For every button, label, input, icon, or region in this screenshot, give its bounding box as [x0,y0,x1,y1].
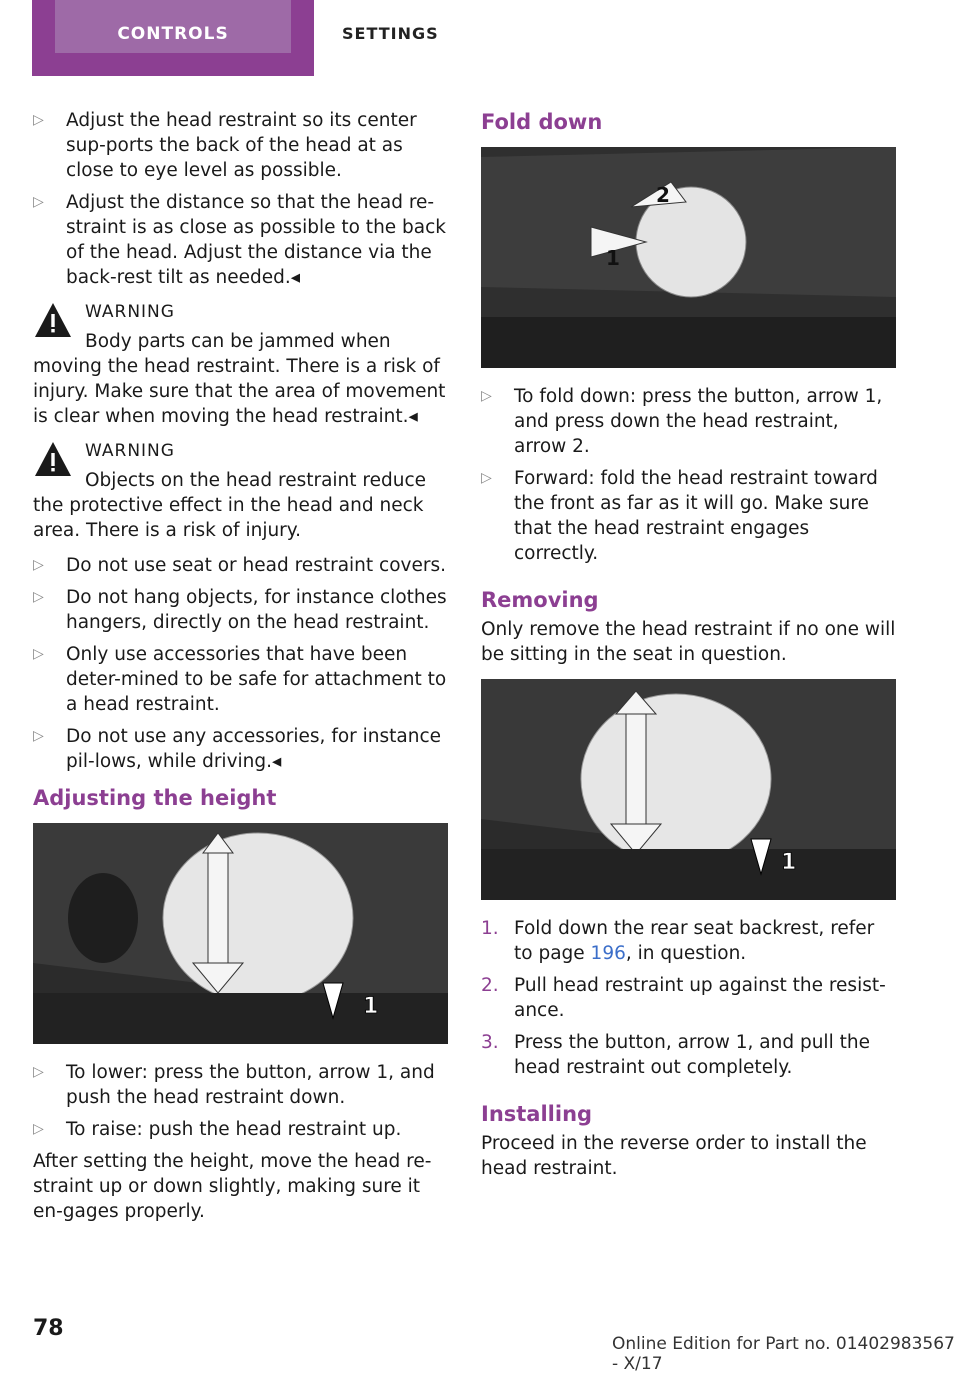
left-column [33,108,448,1234]
warning-block [33,439,448,543]
paragraph: After setting the height, move the head re-straint up or down slightly, making sure it en-gages properly. [33,1151,432,1222]
list-item: ▷ To lower: press the button, arrow 1, and push the head restraint down. [33,1062,435,1108]
list-item: ▷ Do not hang objects, for instance clothes hangers, directly on the head restraint. [33,587,447,633]
list-item: ▷ Only use accessories that have been deter-mined to be safe for attachment to a head restraint. [33,644,447,715]
tab-settings[interactable]: SETTINGS [342,24,439,43]
triangle-bullet-icon: ▷ [33,728,44,744]
list-item: ▷ To fold down: press the button, arrow 1, and press down the head restraint, arrow 2. [481,386,883,457]
tab-controls[interactable]: CONTROLS [55,0,291,53]
triangle-bullet-icon: ▷ [33,557,44,573]
heading-installing: Installing [481,1102,593,1126]
arrow-label-2: 2 [656,183,670,207]
warning-block [33,300,448,429]
triangle-bullet-icon: ▷ [481,470,492,486]
page-link[interactable]: 196 [590,943,626,964]
list-item: 1. Fold down the rear seat backrest, refer to page 196, in question. [481,918,875,964]
paragraph: Only remove the head restraint if no one will be sitting in the seat in question. [481,619,896,665]
triangle-bullet-icon: ▷ [33,1121,44,1137]
page-number: 78 [33,1316,64,1341]
paragraph: Proceed in the reverse order to install the head restraint. [481,1133,867,1179]
arrow-label-1: 1 [363,994,379,1019]
list-item: ▷ Adjust the head restraint so its center sup-ports the back of the head at as close to eye level as possible. [33,110,417,181]
numbered-steps [481,916,896,1080]
bullet-list-1 [33,108,448,290]
bullet-list-3 [33,1060,448,1142]
triangle-bullet-icon: ▷ [481,388,492,404]
triangle-bullet-icon: ▷ [33,1064,44,1080]
bullet-list-2 [33,553,448,774]
figure-removing [481,679,896,900]
warning-title: WARNING [85,441,175,461]
edition-footer: Online Edition for Part no. 01402983567 - X/17 [612,1334,955,1374]
heading-fold-down: Fold down [481,110,603,134]
warning-icon [33,300,73,340]
heading-adjusting-height: Adjusting the height [33,786,277,810]
figure-fold-down [481,147,896,368]
right-column [481,108,896,1191]
list-item: ▷ Do not use any accessories, for instance pil-lows, while driving.◂ [33,726,442,772]
bullet-list-fold [481,384,896,566]
warning-title: WARNING [85,302,175,322]
list-item: 2. Pull head restraint up against the resist-ance. [481,975,886,1021]
warning-text: Body parts can be jammed when moving the head restraint. There is a risk of injury. Make sure that the area of movement is clear when moving the head restraint.◂ [33,331,446,427]
list-item: 3. Press the button, arrow 1, and pull the head restraint out completely. [481,1032,870,1078]
arrow-label-1: 1 [606,246,620,270]
warning-icon [33,439,73,479]
warning-text: Objects on the head restraint reduce the protective effect in the head and neck area. There is a risk of injury. [33,470,427,541]
list-item: ▷ Forward: fold the head restraint toward the front as far as it will go. Make sure that the head restraint engages correctly. [481,468,878,564]
list-item: ▷ To raise: push the head restraint up. [33,1119,402,1140]
list-item: ▷ Adjust the distance so that the head re-straint is as close as possible to the back of the head. Adjust the distance via the back-rest tilt as needed.◂ [33,192,447,288]
triangle-bullet-icon: ▷ [33,646,44,662]
arrow-label-1: 1 [781,850,797,875]
triangle-bullet-icon: ▷ [33,589,44,605]
heading-removing: Removing [481,588,599,612]
list-item: ▷ Do not use seat or head restraint covers. [33,555,446,576]
triangle-bullet-icon: ▷ [33,194,44,210]
triangle-bullet-icon: ▷ [33,112,44,128]
figure-height-adjust [33,823,448,1044]
